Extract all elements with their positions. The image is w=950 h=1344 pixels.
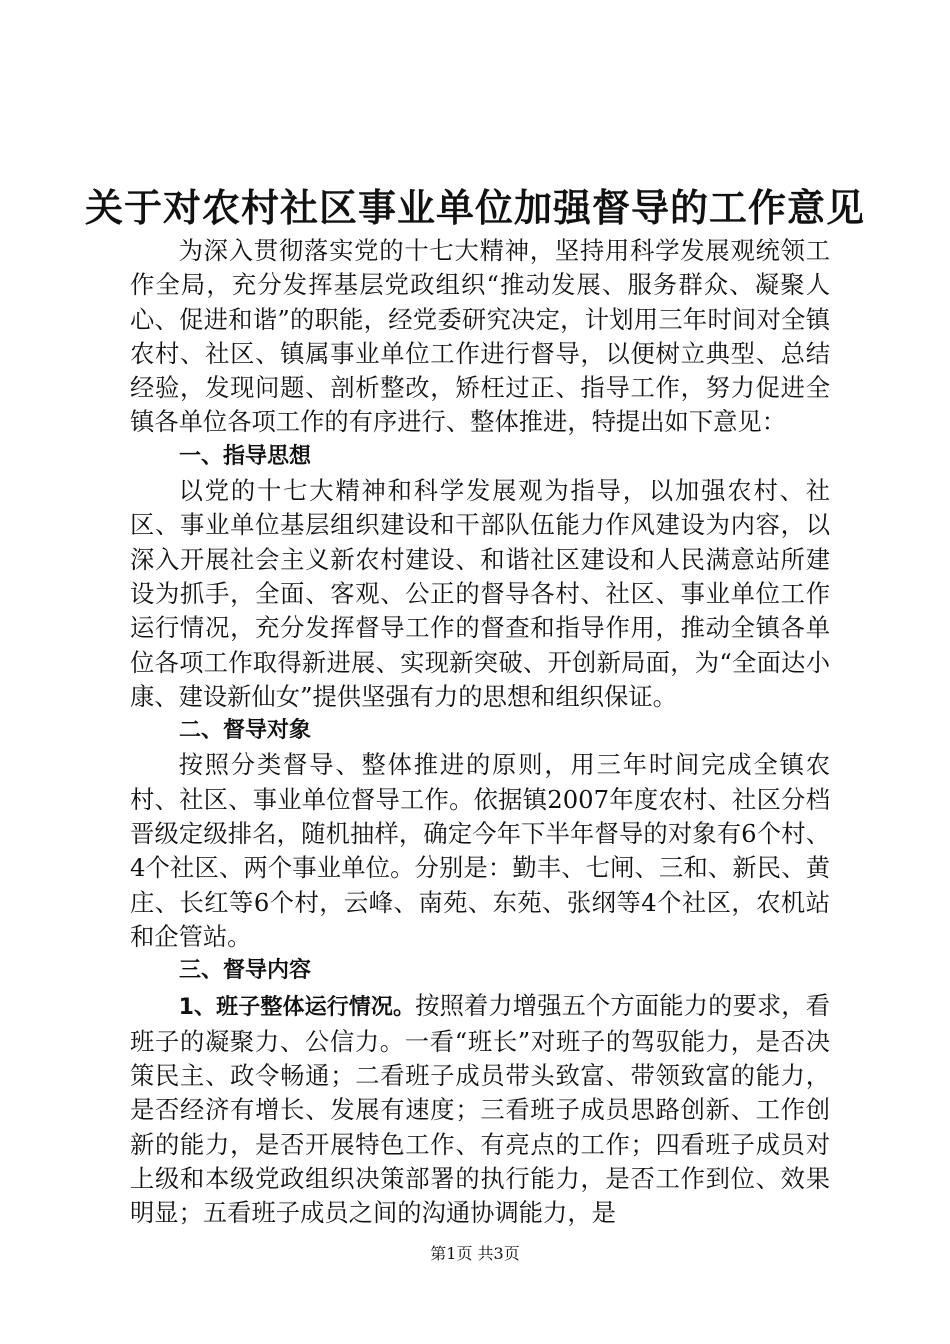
section-paragraph-guiding-ideology: 以党的十七大精神和科学发展观为指导，以加强农村、社区、事业单位基层组织建设和干部队伍能力作风建设为内容，以深入开展社会主义新农村建设、和谐社区建设和人民满意站所建设为抓手，全面、客观、公正的督导各村、社区、事业单位工作运行情况，充分发挥督导工作的督查和指导作用，推动全镇各单位各项工作取得新进展、实现新突破、开创新局面，为“全面达小康、建设新仙女”提供坚强有力的思想和组织保证。 (130, 476, 830, 711)
section-heading-supervision-content: 三、督导内容 (179, 958, 312, 984)
section-paragraph-team-operation (130, 989, 830, 1231)
item-lead-team-operation: 1、班子整体运行情况。 (178, 994, 416, 1020)
section-paragraph-supervision-targets: 按照分类督导、整体推进的原则，用三年时间完成全镇农村、社区、事业单位督导工作。依据镇2007年度农村、社区分档晋级定级排名，随机抽样，确定今年下半年督导的对象有6个村、4个社区、两个事业单位。分别是：勤丰、七闸、三和、新民、黄庄、长红等6个村，云峰、南苑、东苑、张纲等4个社区，农机站和企管站。 (130, 750, 830, 951)
intro-paragraph: 为深入贯彻落实党的十七大精神，坚持用科学发展观统领工作全局，充分发挥基层党政组织“推动发展、服务群众、凝聚人心、促进和谐”的职能，经党委研究决定，计划用三年时间对全镇农村、社区、镇属事业单位工作进行督导，以便树立典型、总结经验，发现问题、剖析整改，矫枉过正、指导工作，努力促进全镇各单位各项工作的有序进行、整体推进，特提出如下意见： (130, 236, 830, 437)
page-footer: 第1页 共3页 (430, 1244, 520, 1263)
section-heading-supervision-targets: 二、督导对象 (179, 718, 312, 744)
section-heading-guiding-ideology: 一、指导思想 (179, 443, 312, 469)
item-text-team-operation: 按照着力增强五个方面能力的要求，看班子的凝聚力、公信力。一看“班长”对班子的驾驭能力，是否决策民主、政令畅通；二看班子成员带头致富、带领致富的能力，是否经济有增长、发展有速度；三看班子成员思路创新、工作创新的能力，是否开展特色工作、有亮点的工作；四看班子成员对上级和本级党政组织决策部署的执行能力，是否工作到位、效果明显；五看班子成员之间的沟通协调能力，是 (130, 990, 831, 1228)
document-title: 关于对农村社区事业单位加强督导的工作意见 (84, 185, 865, 230)
document-body (130, 234, 830, 1231)
